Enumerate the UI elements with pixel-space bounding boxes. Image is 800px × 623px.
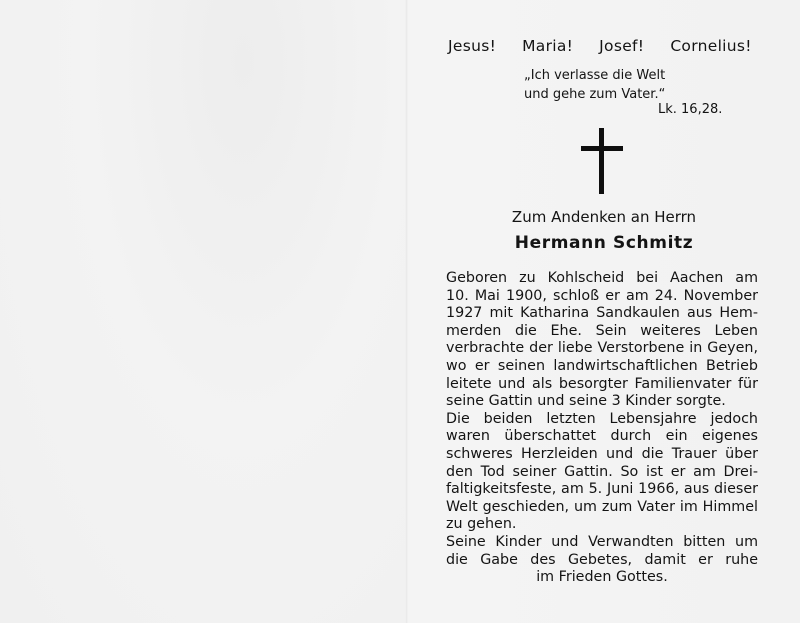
biography-line: schweres Herzleiden und die Trauer über [446,445,758,462]
biography-line: im Frieden Gottes. [536,569,668,586]
quote-line: und gehe zum Vater.“ [524,87,666,102]
invocation-name: Jesus! [448,37,497,55]
biography-line: faltigkeitsfeste, am 5. Juni 1966, aus dieser [446,481,758,498]
biography-line: 1927 mit Katharina Sandkaulen aus Hem- [446,305,758,322]
biography-line: zu gehen. [446,516,517,533]
biography-line: 10. Mai 1900, schloß er am 24. November [446,287,758,304]
text-page [408,0,800,623]
scripture-reference: Lk. 16,28. [658,102,723,117]
biography-line: den Tod seiner Gattin. So ist er am Drei- [446,463,758,480]
invocation-name: Cornelius! [670,37,752,55]
biography-line: leitete und als besorgter Familienvater für [446,375,758,392]
invocation-names [448,37,752,55]
biography-line: seine Gattin und seine 3 Kinder sorgte. [446,393,726,410]
biography [446,270,758,587]
biography-line: die Gabe des Gebetes, damit er ruhe [446,551,758,568]
scripture-quote [524,66,665,104]
biography-line: wo er seinen landwirtschaftlichen Betrieb [446,357,758,374]
biography-line: Die beiden letzten Lebensjahre jedoch [446,410,758,427]
biography-line: Seine Kinder und Verwandten bitten um [446,533,758,550]
memorial-line: Zum Andenken an Herrn [511,208,697,226]
deceased-name: Hermann Schmitz [514,233,694,253]
invocation-name: Josef! [599,37,645,55]
invocation-name: Maria! [522,37,574,55]
cross-icon [581,128,623,194]
biography-line: Geboren zu Kohlscheid bei Aachen am [446,270,758,286]
biography-line: waren überschattet durch ein eigenes [446,428,758,445]
biography-line: merden die Ehe. Sein weiteres Leben [446,322,758,339]
quote-line: „Ich verlasse die Welt [524,68,666,83]
biography-line: Welt geschieden, um zum Vater im Himmel [446,498,758,515]
biography-line: verbrachte der liebe Verstorbene in Geyen, [446,340,758,357]
